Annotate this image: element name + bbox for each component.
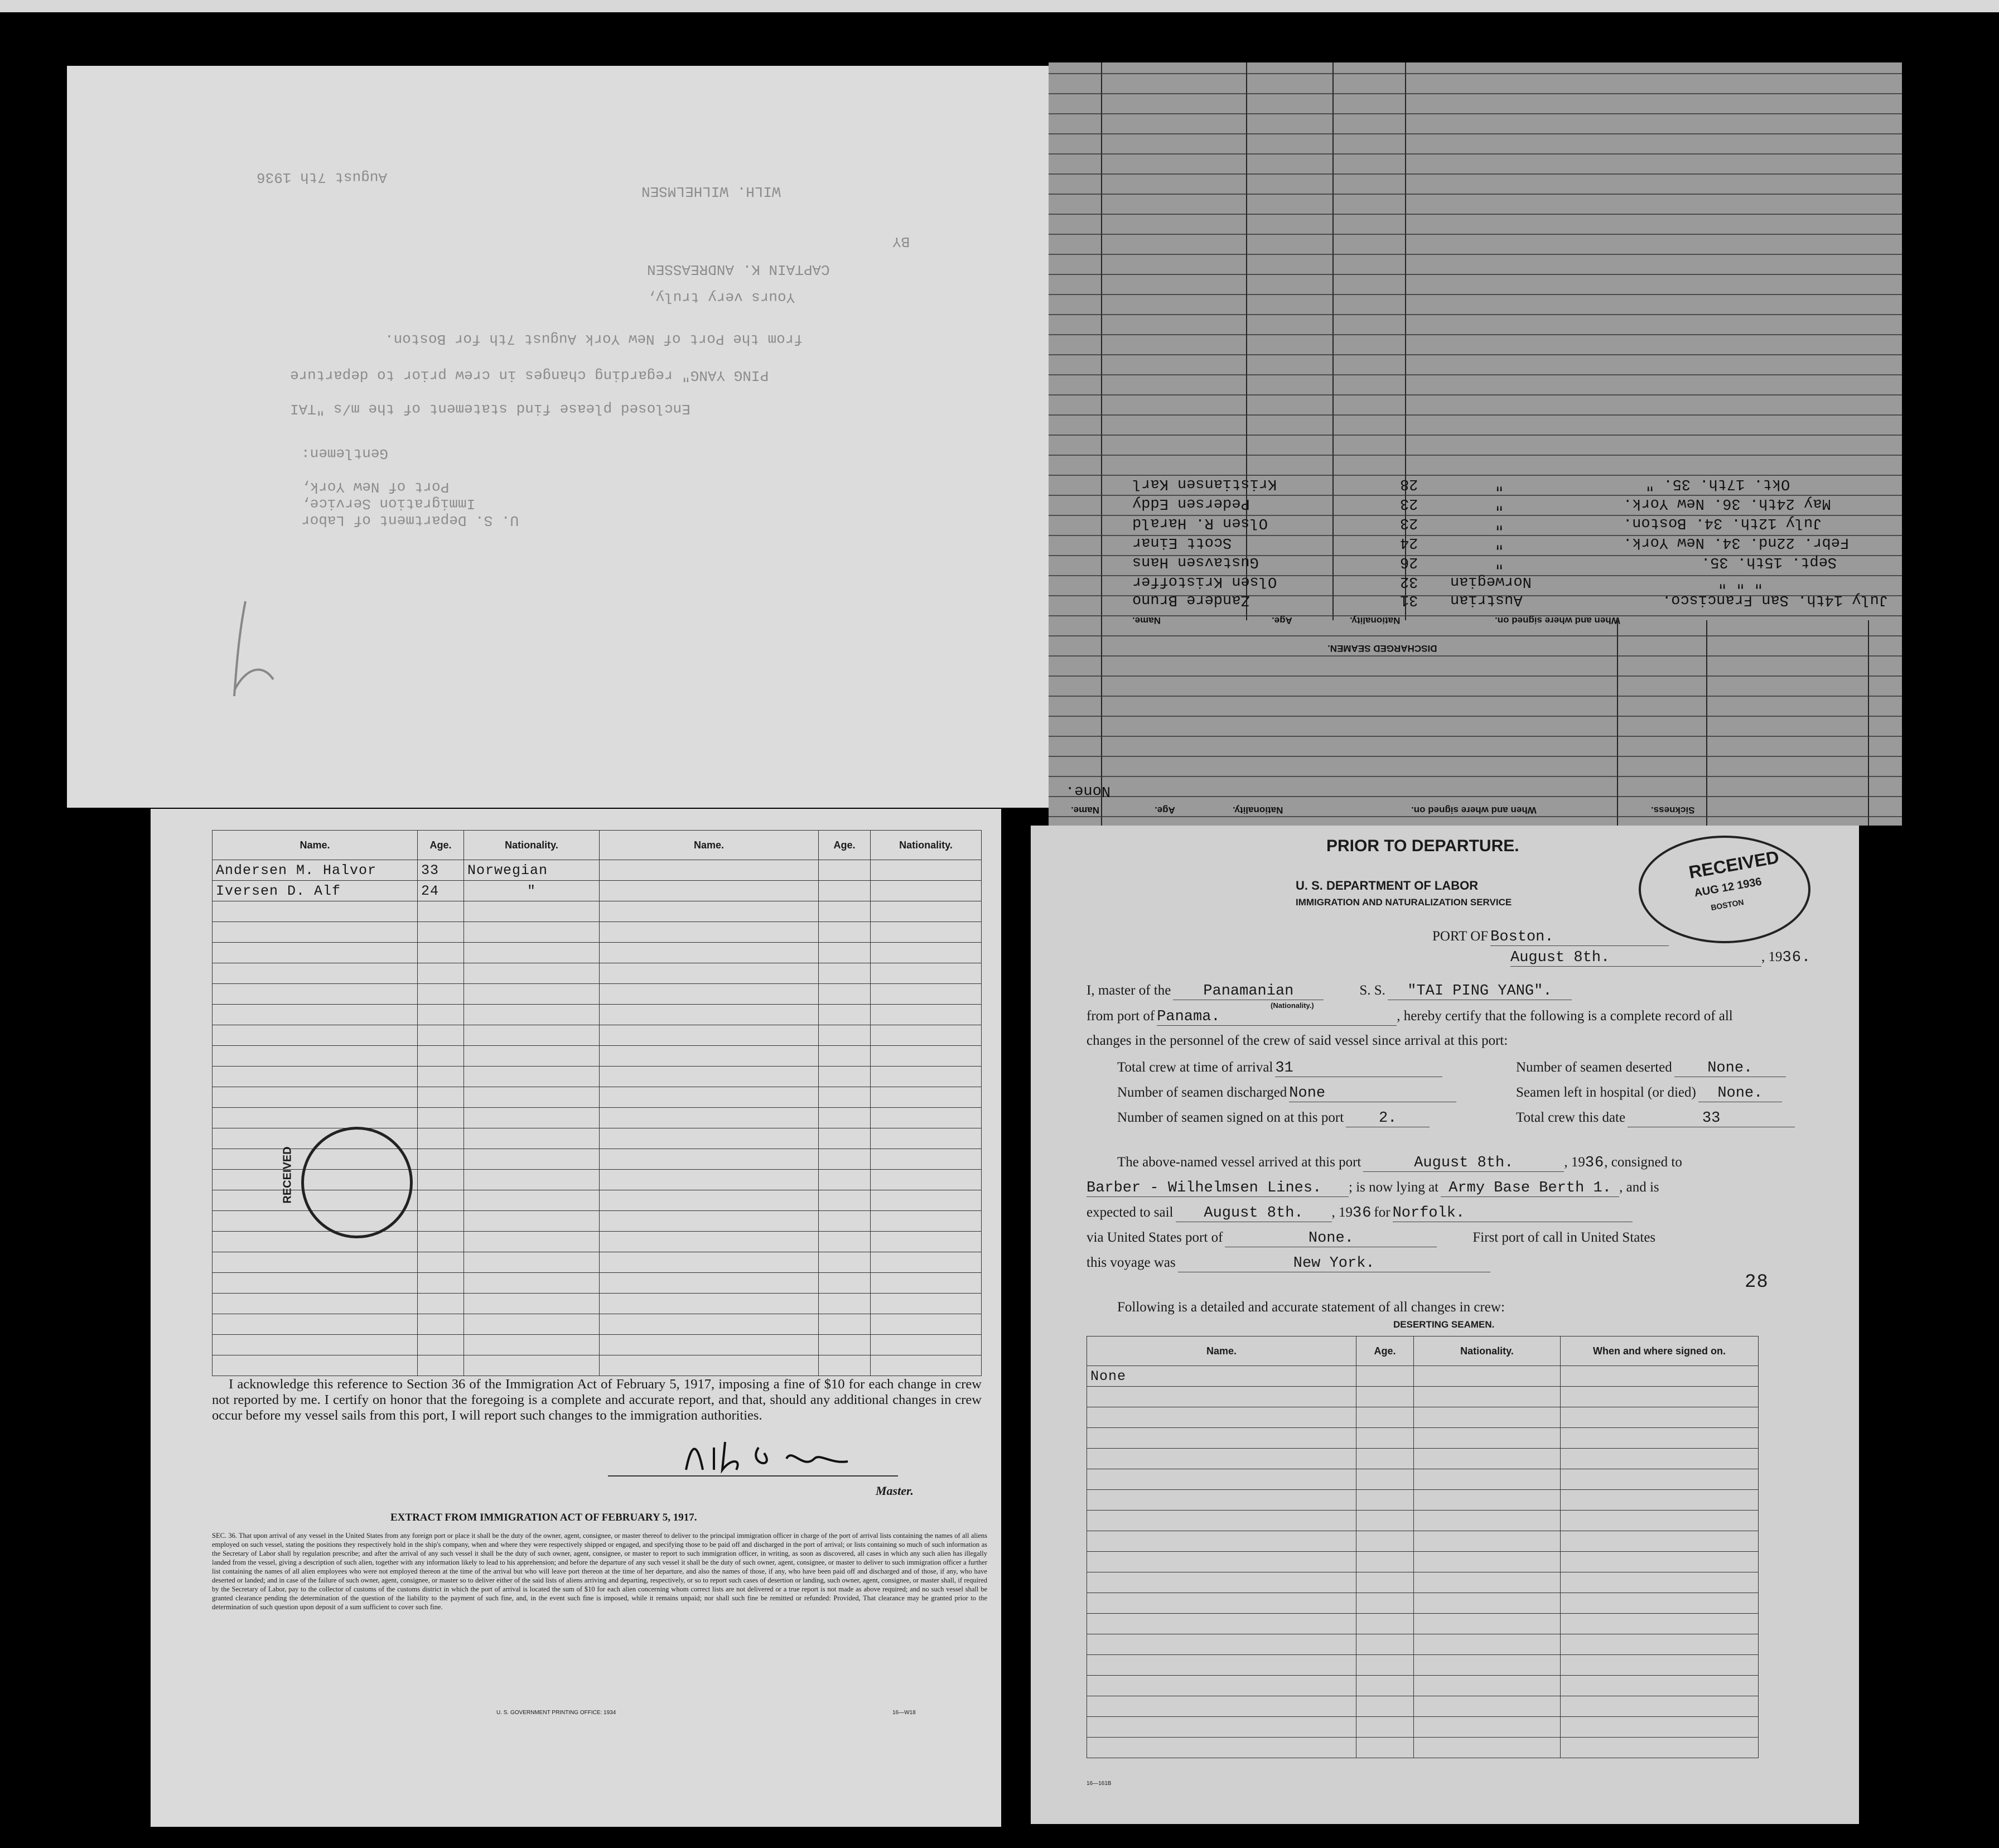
scanner-edge	[0, 0, 1999, 12]
discharged-header-nationality: Nationality.	[1350, 615, 1401, 626]
lying-label: ; is now lying at	[1349, 1180, 1439, 1195]
table-row	[213, 901, 982, 922]
arrived-label: The above-named vessel arrived at this port	[1117, 1155, 1361, 1170]
certify-text: , hereby certify that the following is a complete record of all	[1397, 1009, 1733, 1024]
discharged-name: Pedersen Eddy	[1132, 495, 1250, 512]
table-row	[213, 1005, 982, 1025]
year-prefix: , 19	[1564, 1155, 1585, 1170]
table-row	[213, 1335, 982, 1355]
ship-type: S. S.	[1359, 983, 1385, 998]
table-row	[213, 984, 982, 1005]
deserted-value: None.	[1674, 1060, 1786, 1077]
arrived-year: 36	[1585, 1155, 1605, 1171]
nationality-value: Panamanian	[1173, 983, 1324, 1000]
consigned-label: , consigned to	[1604, 1155, 1682, 1170]
sick-header-sickness: Sickness.	[1651, 805, 1695, 816]
stamp-city: BOSTON	[1710, 897, 1745, 913]
from-port-label: from port of	[1087, 1009, 1155, 1024]
discharged-nationality: "	[1495, 553, 1504, 570]
discharged-age: 23	[1400, 514, 1418, 531]
letter-line: August 7th 1936	[257, 169, 388, 186]
table-row	[1087, 1531, 1759, 1552]
discharged-name: Olsen Kristoffer	[1132, 573, 1277, 590]
acknowledgement-text: I acknowledge this reference to Section 36 of the Immigration Act of February 5, 1917, imposing a fine of $10 for each change in crew not reported by me. I certify on honor that the foregoing is a complete and accurate report, and that, should any additional changes in crew occur before my vessel sails from this port, I will report such changes to the immigration authorities.	[212, 1377, 982, 1423]
table-row	[213, 1252, 982, 1273]
master-label: Master.	[876, 1484, 914, 1498]
hospital-value: None.	[1698, 1085, 1782, 1102]
via-port: None.	[1225, 1230, 1437, 1247]
discharged-label: Number of seamen discharged	[1117, 1085, 1287, 1100]
discharged-value: None	[1289, 1085, 1456, 1102]
letter-line: CAPTAIN K. ANDREASSEN	[647, 261, 830, 278]
table-row	[213, 1294, 982, 1314]
sail-year: 36	[1353, 1205, 1372, 1222]
printer-imprint: U. S. GOVERNMENT PRINTING OFFICE: 1934	[496, 1710, 616, 1716]
table-row	[213, 1025, 982, 1046]
ship-name: "TAI PING YANG".	[1388, 983, 1572, 1000]
letter-line: Port of New York,	[301, 479, 450, 495]
sick-header-signed-on: When and where signed on.	[1411, 805, 1537, 816]
discharged-title: DISCHARGED SEAMEN.	[1327, 643, 1437, 654]
table-row	[1087, 1593, 1759, 1614]
hospital-label: Seamen left in hospital (or died)	[1516, 1085, 1696, 1100]
signed-on-table	[212, 830, 982, 1376]
letter-line: from the Port of New York August 7th for Boston.	[385, 331, 803, 348]
letter-line: U. S. Department of Labor	[301, 512, 519, 529]
following-text: Following is a detailed and accurate statement of all changes in crew:	[1117, 1300, 1505, 1315]
signed-on-label: Number of seamen signed on at this port	[1117, 1110, 1344, 1125]
signed-on-header-age: Age.	[418, 831, 464, 860]
discharged-age: 28	[1400, 475, 1418, 492]
from-port-value: Panama.	[1157, 1009, 1397, 1026]
table-row	[1087, 1469, 1759, 1490]
via-label: via United States port of	[1087, 1230, 1223, 1245]
nationality-caption: (Nationality.)	[1271, 1001, 1314, 1010]
discharged-age: 26	[1400, 553, 1418, 570]
page-number: 28	[1745, 1272, 1769, 1293]
year-prefix: , 19	[1331, 1205, 1353, 1220]
table-row	[1087, 1634, 1759, 1655]
table-row	[213, 943, 982, 963]
table-row	[1087, 1717, 1759, 1738]
discharged-sheet	[1049, 62, 1902, 826]
table-row	[1087, 1366, 1759, 1387]
table-row	[213, 1273, 982, 1294]
port-label: PORT OF	[1432, 929, 1489, 944]
discharged-name: Kristiansen Karl	[1132, 475, 1277, 492]
deserting-title: DESERTING SEAMEN.	[1393, 1319, 1495, 1330]
statement-title: PRIOR TO DEPARTURE.	[1326, 837, 1519, 855]
service-name: IMMIGRATION AND NATURALIZATION SERVICE	[1296, 897, 1512, 908]
table-row	[1087, 1572, 1759, 1593]
table-row	[213, 963, 982, 984]
table-row	[213, 881, 982, 901]
discharged-header-name: Name.	[1132, 615, 1161, 626]
deserting-header-signed-on: When and where signed on.	[1561, 1336, 1759, 1366]
handwritten-mark	[223, 596, 290, 702]
deserting-table	[1087, 1336, 1759, 1758]
seaman-age: 33	[418, 860, 464, 881]
section-36-text: SEC. 36. That upon arrival of any vessel in the United States from any foreign port or place it shall be the duty of the owner, agent, consignee, or master thereof to deliver to the principal immigration officer in charge of the port of arrival lists containing the names of all aliens employed on such vessel, stating the positions they respectively hold in the ship's company, when and where they were respectively shipped or engaged, and specifying those to be paid off and discharged in the port of arrival; or lists containing so much of such information as the Secretary of Labor shall by regulation prescribe; and after the arrival of any such vessel it shall be the duty of such owner, agent, consignee, or master to report to such immigration officer, in writing, as soon as discovered, all cases in which any such alien has illegally landed from the vessel, giving a description of such alien, together with any information likely to lead to his apprehension; and before the departure of any such vessel it shall be the duty of such owner, agent, consignee, or master to deliver to such immigration officer a further list containing the names of all alien employees who were not employed thereon at the time of the arrival but who will leave port thereon at the time of her departure, and also the names of those, if any, who have been paid off and discharged and of those, if any, who have deserted or landed; and in case of the failure of such owner, agent, consignee, or master so to deliver either of the said lists of aliens arriving and departing, respectively, or so to report such cases of desertion or landing, such owner, agent, consignee, or master shall, if required by the Secretary of Labor, pay to the collector of customs of the customs district in which the port of arrival is located the sum of $10 for each alien concerning whom correct lists are not delivered or a true report is not made as above required; and no such vessel shall be granted clearance pending the determination of the question of the liability to the payment of such fine, and, in the event such fine is imposed, while it remains unpaid; nor shall such fine be remitted or refunded: Provided, That clearance may be granted prior to the determination of such question upon deposit of a sum sufficient to cover such fine.	[212, 1532, 987, 1611]
year-prefix: , 19	[1761, 949, 1783, 964]
form-number: 16—W18	[892, 1710, 916, 1716]
table-row	[213, 1046, 982, 1067]
first-port: New York.	[1178, 1255, 1490, 1272]
table-row	[1087, 1511, 1759, 1531]
sail-label: expected to sail	[1087, 1205, 1174, 1220]
seaman-name: Iversen D. Alf	[213, 881, 418, 901]
voyage-label: this voyage was	[1087, 1255, 1176, 1270]
letter-line: BY	[892, 233, 910, 250]
letter-line: PING YANG" regarding changes in crew prior to departure	[290, 367, 769, 384]
stamp-word: RECEIVED	[281, 1146, 294, 1204]
discharged-header-signed-on: When and where signed on.	[1495, 615, 1620, 626]
seaman-nationality: Norwegian	[464, 860, 600, 881]
signed-on-header-name-2: Name.	[600, 831, 819, 860]
form-number: 16—161B	[1087, 1781, 1112, 1787]
sail-date: August 8th.	[1176, 1205, 1332, 1222]
and-is: , and is	[1619, 1180, 1659, 1195]
table-row	[1087, 1614, 1759, 1634]
berth: Army Base Berth 1.	[1441, 1180, 1619, 1197]
table-row	[1087, 1696, 1759, 1717]
discharged-age: 23	[1400, 495, 1418, 512]
discharged-nationality: "	[1495, 495, 1504, 512]
discharged-nationality: "	[1495, 534, 1504, 551]
discharged-signed-on: July 14th. San Francisco.	[1662, 591, 1889, 608]
letter-line: Gentlemen:	[301, 445, 389, 462]
master-signature	[680, 1436, 859, 1481]
discharged-grid	[1049, 62, 1902, 826]
table-row	[213, 1232, 982, 1252]
table-row	[1087, 1490, 1759, 1511]
statement-sheet	[1031, 826, 1859, 1824]
letter-line: Immigration Service,	[301, 495, 476, 512]
seaman-age: 24	[418, 881, 464, 901]
signed-on-value: 2.	[1346, 1110, 1430, 1127]
table-row	[1087, 1387, 1759, 1407]
stamp-received: RECEIVED	[1687, 847, 1781, 882]
destination: Norfolk.	[1393, 1205, 1633, 1222]
discharged-signed-on: Febr. 22nd. 34. New York.	[1623, 534, 1850, 551]
seaman-name: Andersen M. Halvor	[213, 860, 418, 881]
total-crew-date: 33	[1628, 1110, 1795, 1127]
discharged-nationality: Austrian	[1450, 591, 1523, 608]
table-row	[213, 1355, 982, 1376]
discharged-signed-on: Okt. 17th. 35. "	[1645, 475, 1790, 492]
discharged-name: Zandere Bruno	[1132, 591, 1250, 608]
deserted-label: Number of seamen deserted	[1516, 1060, 1672, 1075]
department-name: U. S. DEPARTMENT OF LABOR	[1296, 879, 1479, 892]
deserting-header-age: Age.	[1356, 1336, 1414, 1366]
discharged-nationality: "	[1495, 514, 1504, 531]
table-row	[1087, 1655, 1759, 1676]
letter-line: Enclosed please find statement of the m/s "TAI	[290, 401, 691, 417]
stamp-date: AUG 12 1936	[1693, 875, 1763, 900]
signed-on-header-name: Name.	[213, 831, 418, 860]
extract-title: EXTRACT FROM IMMIGRATION ACT OF FEBRUARY 5, 1917.	[390, 1512, 697, 1523]
signed-on-sheet	[151, 809, 1001, 1827]
consignee: Barber - Wilhelmsen Lines.	[1087, 1180, 1349, 1197]
letter-line: WILH. WILHELMSEN	[641, 183, 781, 200]
total-crew-date-label: Total crew this date	[1516, 1110, 1626, 1125]
sick-none: None.	[1065, 782, 1111, 799]
master-prefix: I, master of the	[1087, 983, 1171, 998]
year-suffix: 36.	[1782, 949, 1812, 966]
letter-line: Yours very truly,	[647, 289, 795, 306]
letter-sheet	[67, 66, 1054, 808]
table-row	[213, 860, 982, 881]
discharged-nationality: Norwegian	[1450, 573, 1532, 590]
statement-date: August 8th.	[1510, 949, 1761, 967]
discharged-age: 24	[1400, 534, 1418, 551]
discharged-name: Gustavsen Hans	[1132, 553, 1259, 570]
discharged-signed-on: " " "	[1718, 573, 1764, 590]
table-row	[1087, 1407, 1759, 1428]
table-row	[1087, 1552, 1759, 1572]
discharged-header-age: Age.	[1272, 615, 1292, 626]
table-row	[1087, 1676, 1759, 1696]
table-row	[213, 1067, 982, 1087]
sick-header-name: Name.	[1071, 805, 1100, 816]
discharged-name: Olsen R. Harald	[1132, 514, 1268, 531]
discharged-nationality: "	[1495, 475, 1504, 492]
received-stamp	[281, 1127, 413, 1238]
received-date-stamp	[1639, 836, 1810, 943]
arrived-date: August 8th.	[1363, 1155, 1564, 1172]
deserting-none: None	[1087, 1366, 1356, 1387]
seaman-nationality: "	[464, 881, 600, 901]
total-crew-arrival: 31	[1275, 1060, 1442, 1077]
signed-on-header-age-2: Age.	[819, 831, 871, 860]
changes-text: changes in the personnel of the crew of said vessel since arrival at this port:	[1087, 1033, 1508, 1048]
table-row	[213, 922, 982, 943]
discharged-age: 32	[1400, 573, 1418, 590]
sick-header-nationality: Nationality.	[1233, 805, 1283, 816]
signed-on-header-nationality: Nationality.	[464, 831, 600, 860]
for-label: for	[1374, 1205, 1390, 1220]
table-row	[213, 1108, 982, 1128]
deserting-header-nationality: Nationality.	[1414, 1336, 1561, 1366]
table-row	[1087, 1449, 1759, 1469]
discharged-age: 31	[1400, 591, 1418, 608]
sick-header-age: Age.	[1155, 805, 1175, 816]
signed-on-header-nationality-2: Nationality.	[871, 831, 982, 860]
discharged-signed-on: May 24th. 36. New York.	[1623, 495, 1831, 512]
first-port-label: First port of call in United States	[1472, 1230, 1656, 1245]
port-value: Boston.	[1490, 929, 1669, 946]
table-row	[213, 1314, 982, 1335]
discharged-signed-on: Sept. 15th. 35.	[1701, 553, 1837, 570]
deserting-header-name: Name.	[1087, 1336, 1356, 1366]
table-row	[213, 1087, 982, 1108]
table-row	[1087, 1428, 1759, 1449]
discharged-name: Scott Einar	[1132, 534, 1232, 551]
discharged-signed-on: July 12th. 34. Boston.	[1623, 514, 1822, 531]
total-crew-arrival-label: Total crew at time of arrival	[1117, 1060, 1273, 1075]
table-row	[1087, 1738, 1759, 1758]
